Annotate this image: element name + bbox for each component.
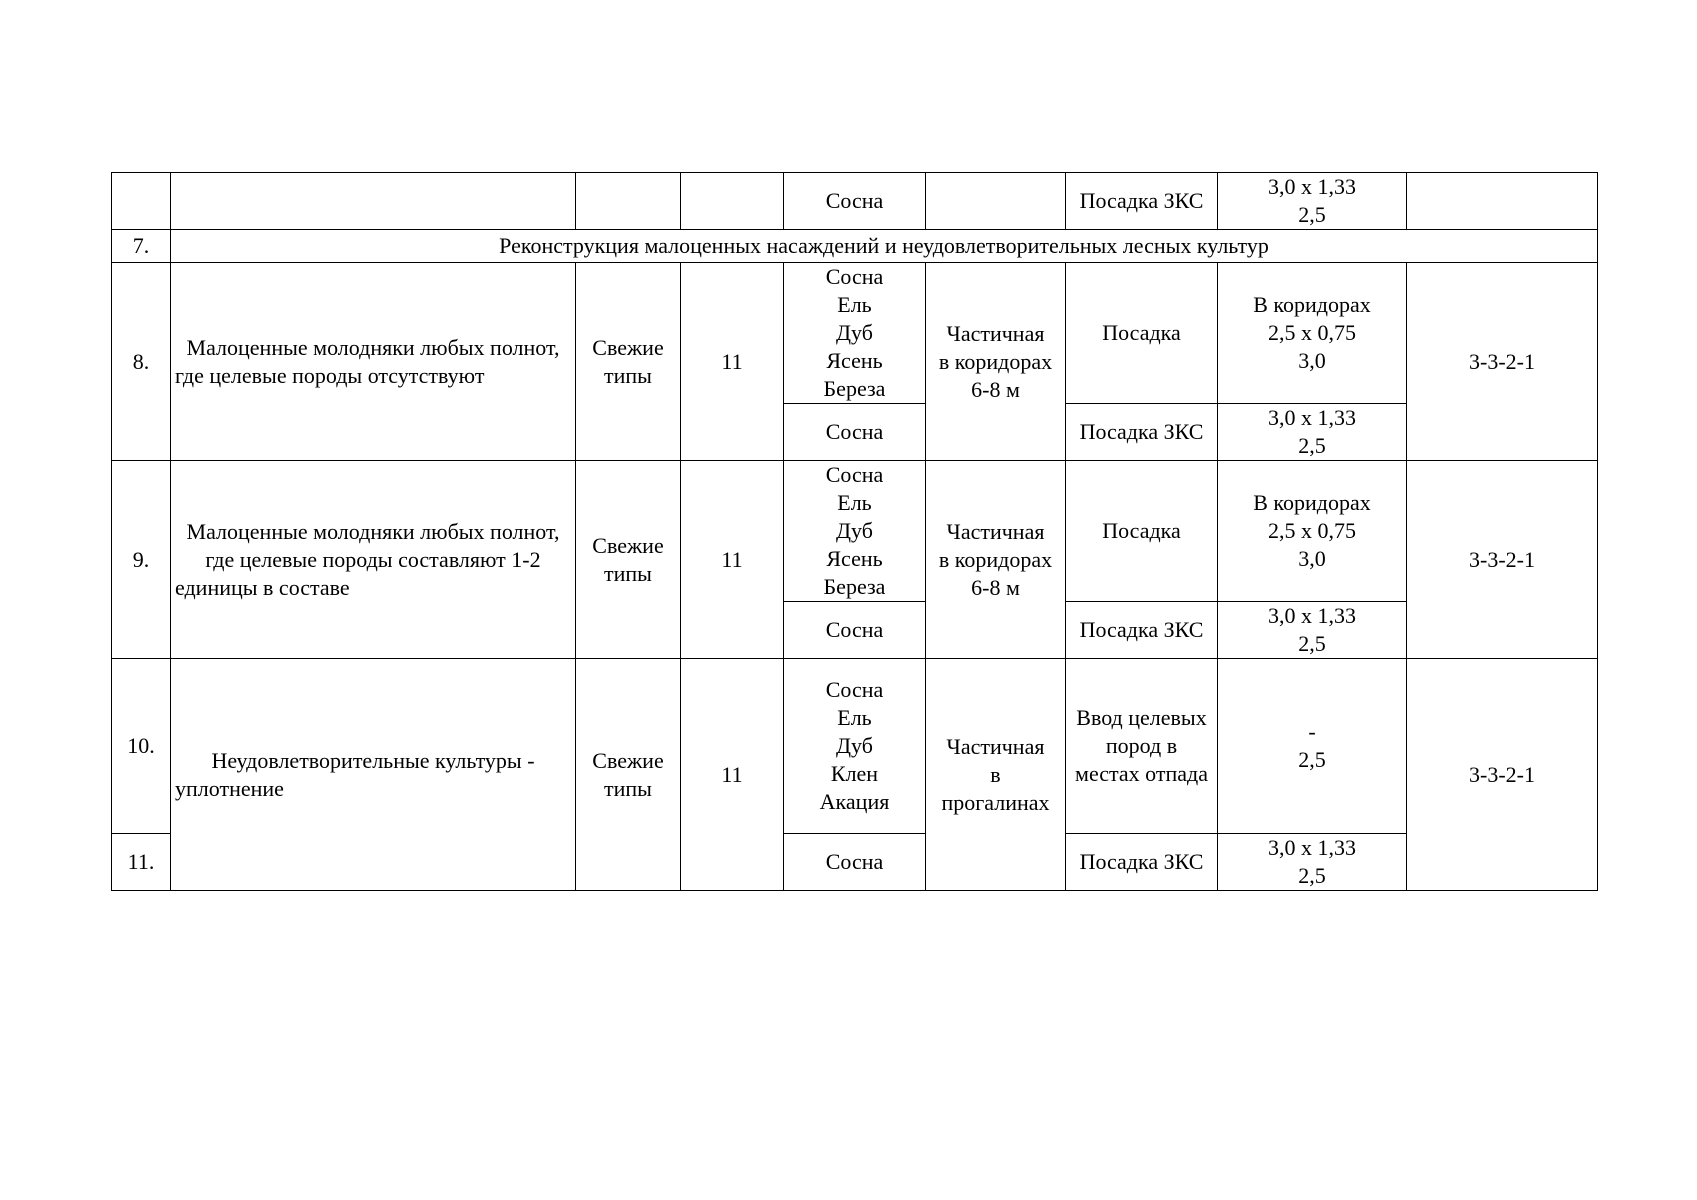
cell-empty xyxy=(576,173,681,230)
row-clearing: Частичная в коридорах 6-8 м xyxy=(926,461,1066,659)
row-scheme: В коридорах 2,5 х 0,75 3,0 xyxy=(1218,461,1407,602)
row-species: Сосна Ель Дуб Ясень Береза xyxy=(784,263,926,404)
reconstruction-table xyxy=(111,172,1598,891)
section-title: Реконструкция малоценных насаждений и неудовлетворительных лесных культур xyxy=(171,230,1598,263)
row-forest-type: Свежие типы xyxy=(576,659,681,891)
row-species-alt: Сосна xyxy=(784,404,926,461)
row-description: Неудовлетворительные культуры - уплотнение xyxy=(171,659,576,891)
row-description: Малоценные молодняки любых полнот, где целевые породы отсутствуют xyxy=(171,263,576,461)
row-method-alt: Посадка ЗКС xyxy=(1066,602,1218,659)
row-species-alt: Сосна xyxy=(784,834,926,891)
table-row xyxy=(112,263,1598,404)
cell-empty xyxy=(1407,173,1598,230)
row-number: 8. xyxy=(112,263,171,461)
row-code: 11 xyxy=(681,263,784,461)
row-forest-type: Свежие типы xyxy=(576,461,681,659)
cell-species: Сосна xyxy=(784,173,926,230)
table-row-continuation xyxy=(112,173,1598,230)
row-number-alt: 11. xyxy=(112,834,171,891)
row-composition: 3-3-2-1 xyxy=(1407,461,1598,659)
row-composition: 3-3-2-1 xyxy=(1407,263,1598,461)
row-method: Ввод целевых пород в местах отпада xyxy=(1066,659,1218,834)
section-number: 7. xyxy=(112,230,171,263)
row-composition: 3-3-2-1 xyxy=(1407,659,1598,891)
cell-method: Посадка ЗКС xyxy=(1066,173,1218,230)
cell-empty xyxy=(681,173,784,230)
row-clearing: Частичная в прогалинах xyxy=(926,659,1066,891)
row-scheme-alt: 3,0 х 1,33 2,5 xyxy=(1218,834,1407,891)
row-method-alt: Посадка ЗКС xyxy=(1066,834,1218,891)
row-species: Сосна Ель Дуб Ясень Береза xyxy=(784,461,926,602)
row-code: 11 xyxy=(681,461,784,659)
row-number: 9. xyxy=(112,461,171,659)
row-species-alt: Сосна xyxy=(784,602,926,659)
row-clearing: Частичная в коридорах 6-8 м xyxy=(926,263,1066,461)
row-method: Посадка xyxy=(1066,263,1218,404)
table-row xyxy=(112,659,1598,834)
row-forest-type: Свежие типы xyxy=(576,263,681,461)
row-number: 10. xyxy=(112,659,171,834)
cell-scheme: 3,0 х 1,33 2,5 xyxy=(1218,173,1407,230)
row-description: Малоценные молодняки любых полнот, где целевые породы составляют 1-2 единицы в составе xyxy=(171,461,576,659)
cell-empty xyxy=(926,173,1066,230)
row-scheme-alt: 3,0 х 1,33 2,5 xyxy=(1218,602,1407,659)
row-code: 11 xyxy=(681,659,784,891)
table-row xyxy=(112,461,1598,602)
row-scheme: - 2,5 xyxy=(1218,659,1407,834)
cell-empty xyxy=(112,173,171,230)
row-method: Посадка xyxy=(1066,461,1218,602)
cell-empty xyxy=(171,173,576,230)
row-species: Сосна Ель Дуб Клен Акация xyxy=(784,659,926,834)
row-scheme: В коридорах 2,5 х 0,75 3,0 xyxy=(1218,263,1407,404)
table-row-section xyxy=(112,230,1598,263)
row-scheme-alt: 3,0 х 1,33 2,5 xyxy=(1218,404,1407,461)
row-method-alt: Посадка ЗКС xyxy=(1066,404,1218,461)
